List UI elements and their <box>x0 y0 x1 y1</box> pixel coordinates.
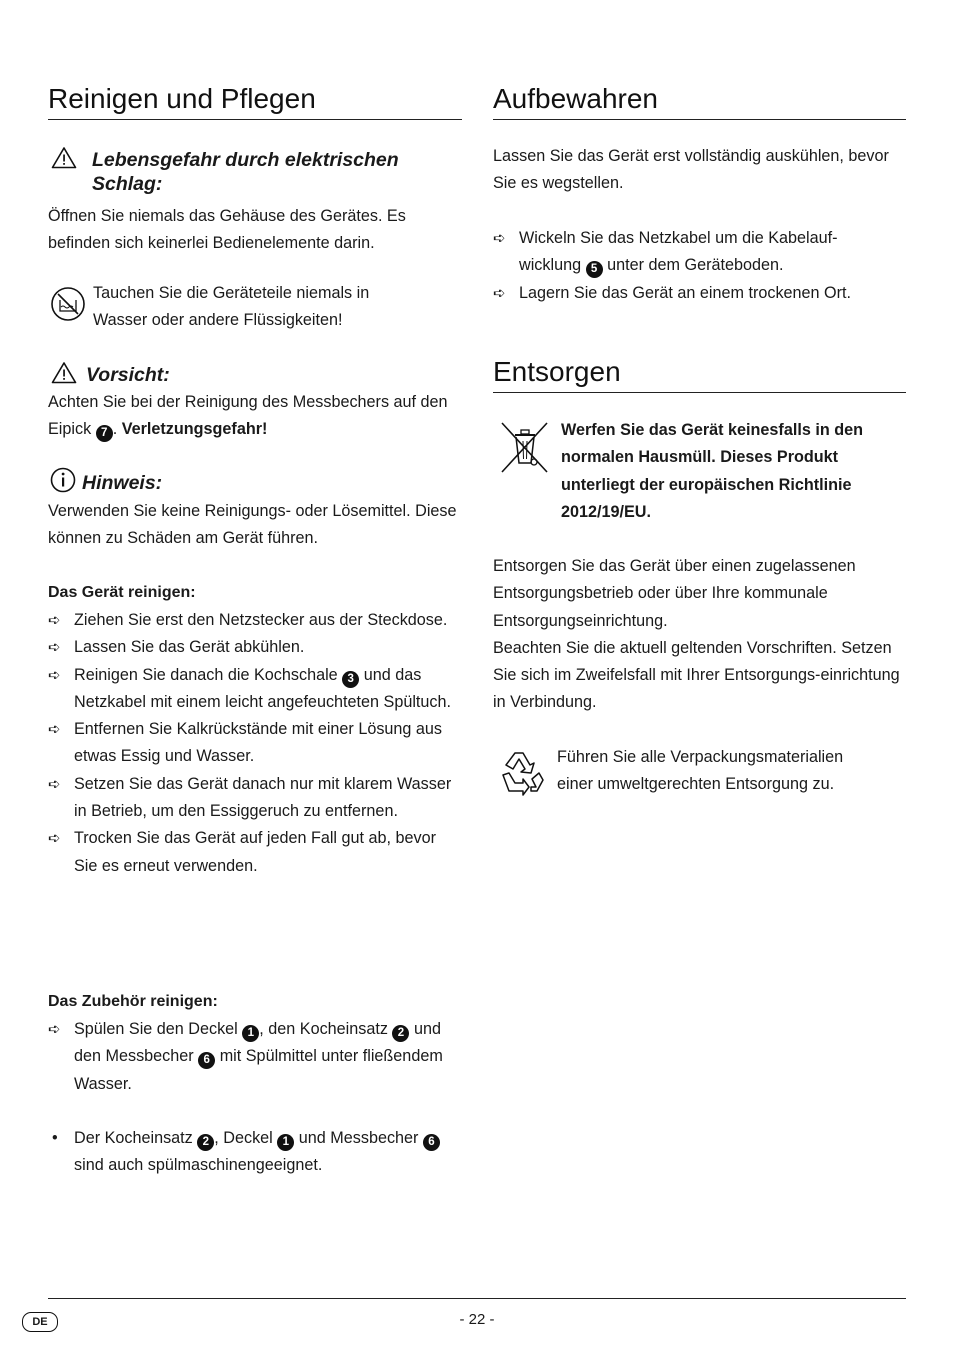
title-divider <box>493 392 906 393</box>
caution-text: Achten Sie bei der Reinigung des Messbechers auf den Eipick 7 . Verletzungsgefahr! <box>48 389 460 444</box>
no-immersion-icon <box>50 286 86 322</box>
section-title-disposal: Entsorgen <box>493 356 621 387</box>
arrow-bullet-icon: ➪ <box>48 830 61 848</box>
weee-warning-text: Werfen Sie das Gerät keinesfalls in den normalen Hausmüll. Dieses Produkt unterliegt der europäischen Richtlinie 2012/19/EU. <box>561 421 863 521</box>
part-number-badge: 1 <box>242 1025 259 1042</box>
arrow-bullet-icon: ➪ <box>48 666 61 684</box>
list-item: • Der Kocheinsatz 2 , Deckel 1 und Messbecher 6 sind auch spülmaschinengeeignet. <box>48 1125 462 1180</box>
storage-text: Lassen Sie das Gerät erst vollständig auskühlen, bevor Sie es wegstellen. <box>493 147 889 193</box>
storage-list <box>493 225 906 307</box>
part-number-badge: 3 <box>342 671 359 688</box>
list-item: ➪ Spülen Sie den Deckel 1 , den Kocheinsatz 2 und den Messbecher 6 mit Spülmittel unter fließendem Wasser. <box>48 1016 462 1098</box>
list-item: ➪ Ziehen Sie erst den Netzstecker aus der Steckdose. <box>48 607 462 634</box>
accessories-list <box>48 1016 462 1098</box>
list-item: ➪ Lassen Sie das Gerät abkühlen. <box>48 634 462 661</box>
dishwasher-note <box>48 1125 462 1180</box>
arrow-bullet-icon: ➪ <box>493 284 506 302</box>
bullet-icon: • <box>52 1129 58 1147</box>
list-item: ➪ Reinigen Sie danach die Kochschale 3 und das Netzkabel mit einem leicht angefeuchteten Spültuch. <box>48 662 462 717</box>
list-item: ➪ Lagern Sie das Gerät an einem trockenen Ort. <box>493 280 906 307</box>
accessories-cleaning-heading: Das Zubehör reinigen: <box>48 993 218 1010</box>
note-text: Verwenden Sie keine Reinigungs- oder Lösemittel. Diese können zu Schäden am Gerät führen. <box>48 502 457 548</box>
part-number-badge: 6 <box>198 1052 215 1069</box>
danger-title: Lebensgefahr durch elektrischen Schlag: <box>92 149 399 195</box>
immersion-warning-text: Tauchen Sie die Geräteteile niemals in Wasser oder andere Flüssigkeiten! <box>93 284 370 330</box>
part-number-badge: 2 <box>197 1134 214 1151</box>
note-title: Hinweis: <box>82 472 163 494</box>
arrow-bullet-icon: ➪ <box>48 612 61 629</box>
section-title-storage: Aufbewahren <box>493 83 659 114</box>
recycling-text: Führen Sie alle Verpackungsmaterialien einer umweltgerechten Entsorgung zu. <box>557 748 844 794</box>
disposal-text: Entsorgen Sie das Gerät über einen zugelassenen Entsorgungsbetrieb oder über Ihre kommunale Entsorgungseinrichtung. Beachten Sie die aktuell geltenden Vorschriften. Setzen Sie sich im Zweifelsfall mit Ihrer Entsorgungs-einrichtung in Verbindung. <box>493 557 900 712</box>
list-item: ➪ Entfernen Sie Kalkrückstände mit einer Lösung aus etwas Essig und Wasser. <box>48 716 462 771</box>
device-cleaning-heading: Das Gerät reinigen: <box>48 584 196 601</box>
caution-triangle-icon <box>51 361 77 384</box>
arrow-bullet-icon: ➪ <box>48 775 61 793</box>
page-number: - 22 - <box>459 1311 495 1328</box>
arrow-bullet-icon: ➪ <box>493 230 506 247</box>
recycle-icon <box>495 745 549 799</box>
part-number-badge: 5 <box>586 261 603 278</box>
title-divider <box>48 119 462 120</box>
warning-triangle-icon <box>51 146 77 169</box>
part-number-badge: 2 <box>392 1025 409 1042</box>
title-divider <box>493 119 906 120</box>
caution-title: Vorsicht: <box>86 364 170 386</box>
arrow-bullet-icon: ➪ <box>48 1021 61 1038</box>
section-title-cleaning: Reinigen und Pflegen <box>48 83 316 114</box>
device-cleaning-list <box>48 607 462 880</box>
danger-text: Öffnen Sie niemals das Gehäuse des Gerätes. Es befinden sich keinerlei Bedienelemente darin. <box>48 207 406 253</box>
part-number-badge: 6 <box>423 1134 440 1151</box>
list-item: ➪ Wickeln Sie das Netzkabel um die Kabelauf-wicklung 5 unter dem Geräteboden. <box>493 225 906 280</box>
list-item: ➪ Setzen Sie das Gerät danach nur mit klarem Wasser in Betrieb, um den Essiggeruch zu entfernen. <box>48 771 462 826</box>
arrow-bullet-icon: ➪ <box>48 639 61 657</box>
language-badge: DE <box>22 1312 58 1332</box>
crossed-bin-icon <box>499 420 551 476</box>
part-number-badge: 1 <box>277 1134 294 1151</box>
part-number-badge: 7 <box>96 425 113 442</box>
footer-divider <box>48 1298 906 1299</box>
list-item: ➪ Trocken Sie das Gerät auf jeden Fall gut ab, bevor Sie es erneut verwenden. <box>48 825 462 880</box>
info-icon <box>50 467 76 493</box>
arrow-bullet-icon: ➪ <box>48 721 61 739</box>
